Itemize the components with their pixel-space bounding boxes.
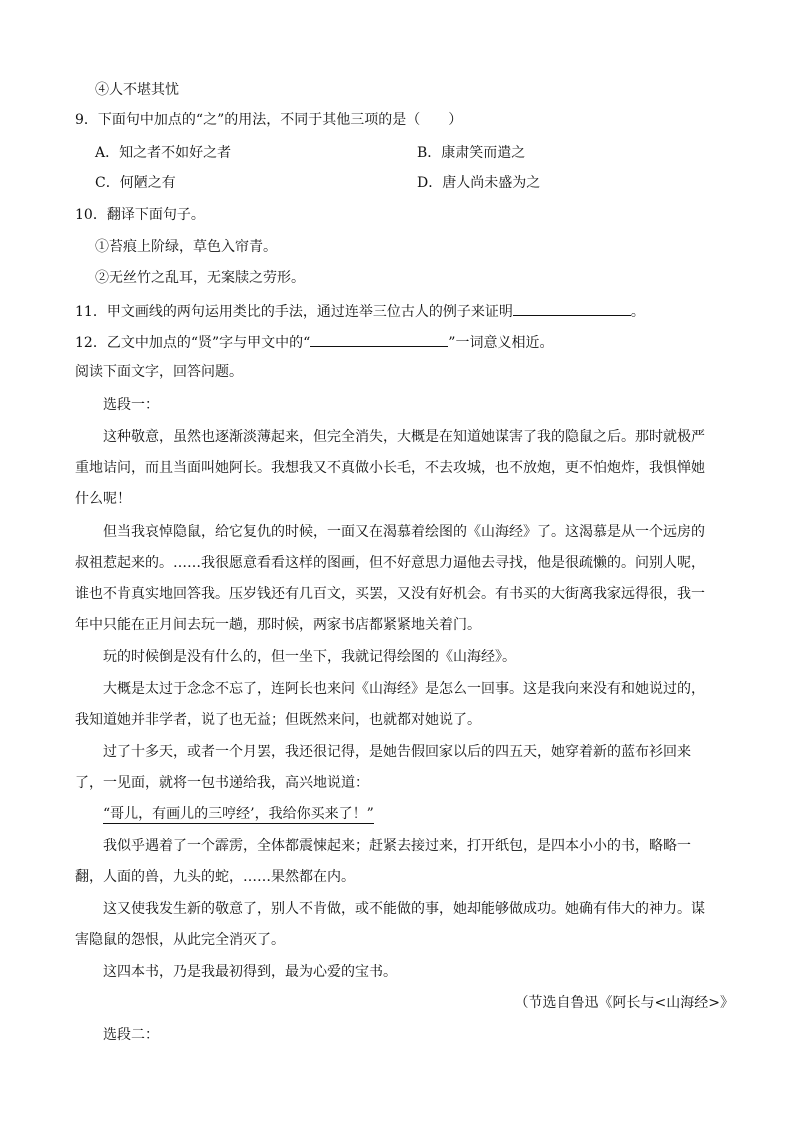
q9-option-d: D．唐人尚未盛为之: [417, 175, 541, 191]
passage-line: 叔祖惹起来的。……我很愿意看看这样的图画，但不好意思力逼他去寻找，他是很疏懒的。问别人呢，: [75, 555, 705, 571]
passage-line: 但当我哀悼隐鼠，给它复仇的时候，一面又在渴慕着绘图的《山海经》了。这渴慕是从一个远房的: [103, 524, 705, 540]
passage-line: 翻，人面的兽，九头的蛇，……果然都在内。: [75, 869, 355, 885]
q9-stem: 9．下面句中加点的“之”的用法，不同于其他三项的是（ ）: [75, 112, 463, 128]
passage-line: 这种敬意，虽然也逐渐淡薄起来，但完全消失，大概是在知道她谋害了我的隐鼠之后。那时就极严: [103, 429, 705, 445]
passage-line: 大概是太过于念念不忘了，连阿长也来问《山海经》是怎么一回事。这是我向来没有和她说过的，: [103, 681, 705, 697]
section-1-label: 选段一：: [103, 397, 159, 413]
passage-line: 这四本书，乃是我最初得到，最为心爱的宝书。: [103, 964, 397, 980]
q10-sentence-2: ②无丝竹之乱耳，无案牍之劳形。: [95, 270, 305, 286]
section-2-label: 选段二：: [103, 1027, 159, 1043]
q8-option-4: ④人不堪其忧: [95, 82, 179, 98]
q9-option-a: A．知之者不如好之者: [95, 145, 232, 161]
passage-line: 我似乎遇着了一个霹雳，全体都震悚起来；赶紧去接过来，打开纸包，是四本小小的书，略略一: [103, 838, 691, 854]
q11-text-end: 。: [630, 304, 645, 320]
passage-line: 谁也不肯真实地回答我。压岁钱还有几百文，买罢，又没有好机会。有书买的大街离我家远得很，我一: [75, 586, 705, 602]
q9-option-c: C．何陋之有: [95, 175, 176, 191]
passage-line: 重地诘问，而且当面叫她阿长。我想我又不真做小长毛，不去攻城，也不放炮，更不怕炮炸，我惧惮她: [75, 460, 705, 476]
passage-line: 年中只能在正月间去玩一趟，那时候，两家书店都紧紧地关着门。: [75, 617, 481, 633]
passage-line: 什么呢！: [75, 491, 131, 507]
passage-line: 了，一见面，就将一包书递给我，高兴地说道：: [75, 775, 369, 791]
q10-sentence-1: ①苔痕上阶绿，草色入帘青。: [95, 239, 277, 255]
passage-line: 这又使我发生新的敬意了，别人不肯做，或不能做的事，她却能够做成功。她确有伟大的神力。谋: [103, 901, 705, 917]
passage-line: 我知道她并非学者，说了也无益；但既然来问，也就都对她说了。: [75, 712, 481, 728]
q12-answer-blank[interactable]: [310, 332, 448, 347]
passage-line: 过了十多天，或者一个月罢，我还很记得，是她告假回家以后的四五天，她穿着新的蓝布衫回来: [103, 744, 691, 760]
reading-intro: 阅读下面文字，回答问题。: [75, 364, 243, 380]
passage-underlined-quote: [103, 805, 374, 823]
q12-text: 12．乙文中加点的“贤”字与甲文中的“: [75, 335, 311, 351]
q12: [75, 332, 553, 350]
passage-source: （节选自鲁迅《阿长与<山海经>》: [514, 995, 734, 1011]
q11: [75, 301, 645, 319]
q10-stem: 10．翻译下面句子。: [75, 207, 205, 223]
underlined-text: “哥儿，有画儿的三哼经’，我给你买来了！”: [103, 806, 374, 822]
q12-text-end: ”一词意义相近。: [448, 335, 554, 351]
passage-line: 玩的时候倒是没有什么的，但一坐下，我就记得绘图的《山海经》。: [103, 649, 516, 665]
q11-answer-blank[interactable]: [513, 301, 631, 316]
q11-text: 11．甲文画线的两句运用类比的手法，通过连举三位古人的例子来证明: [75, 304, 513, 320]
passage-line: 害隐鼠的怨恨，从此完全消灭了。: [75, 932, 285, 948]
q9-option-b: B．康肃笑而遣之: [417, 145, 526, 161]
